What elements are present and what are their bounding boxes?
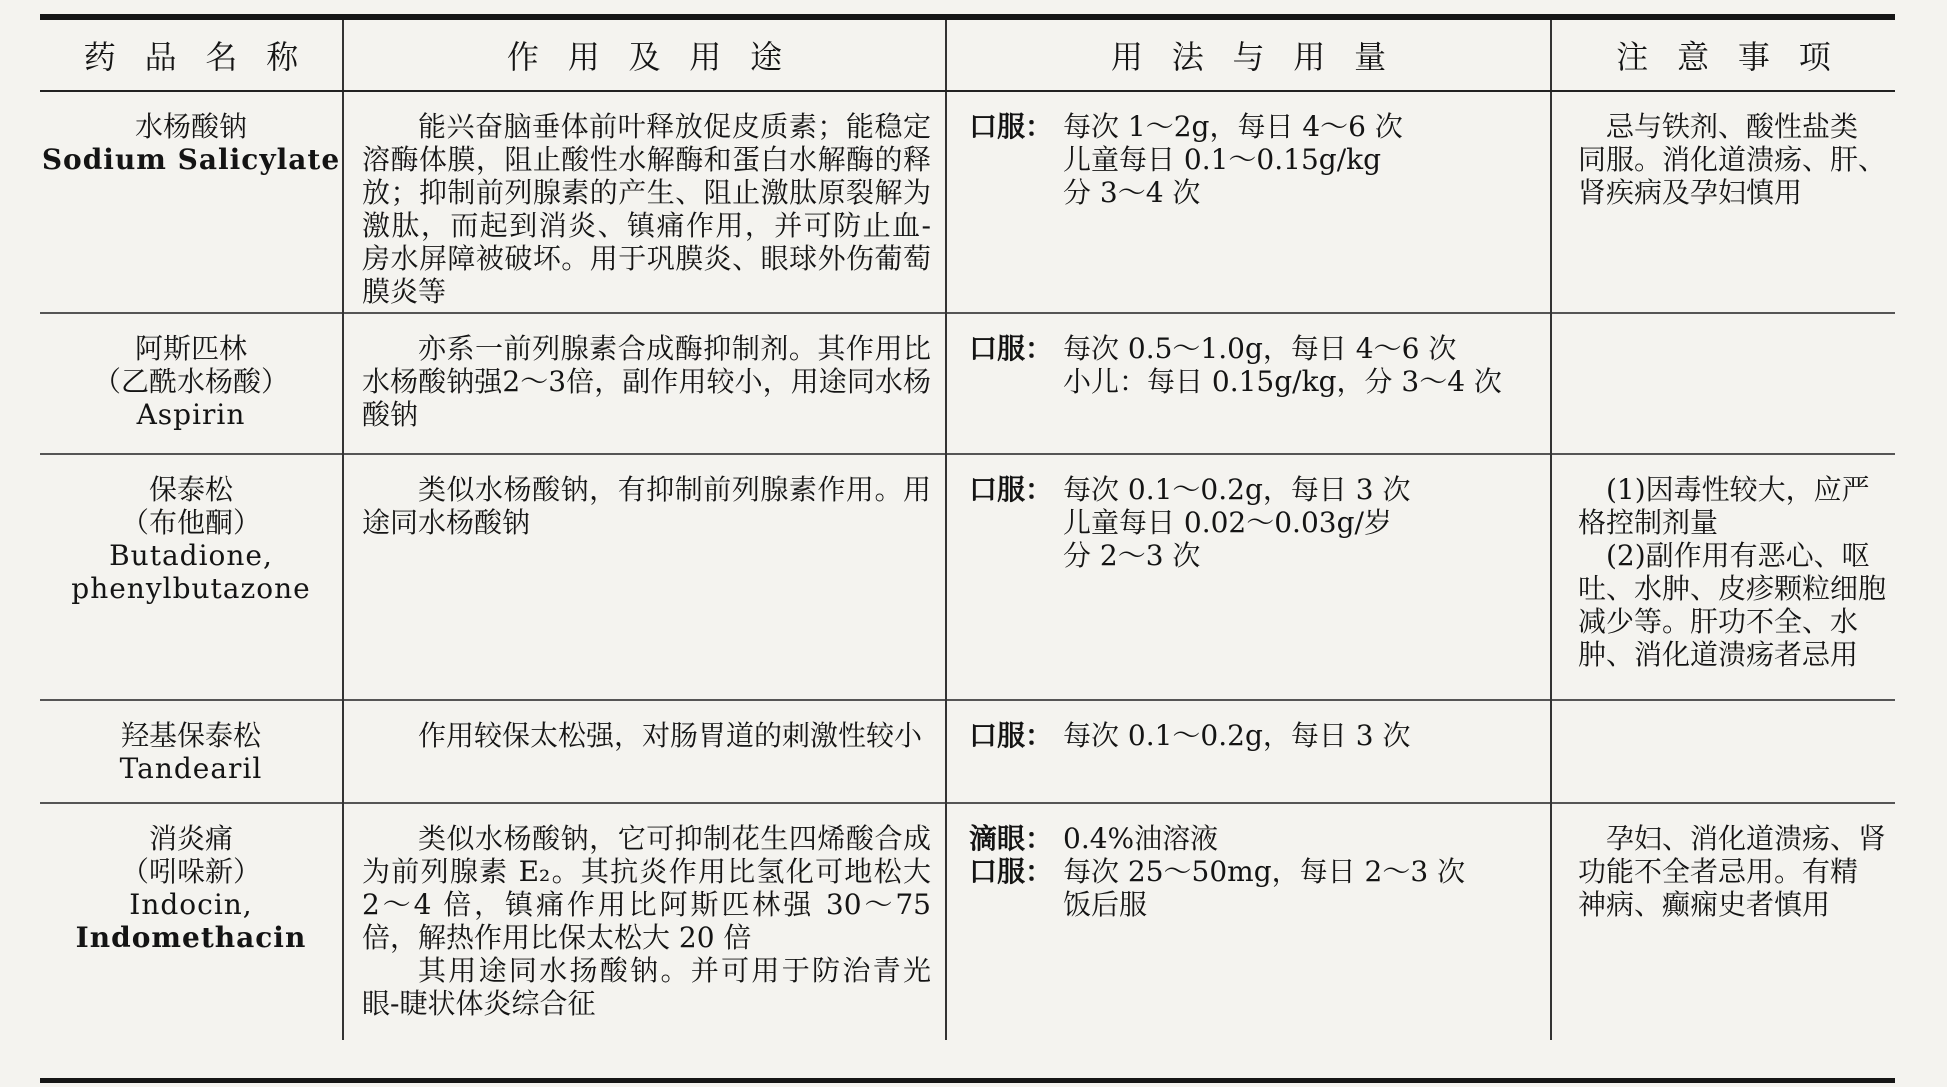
dosage-line: 每次 0.1～0.2g，每日 3 次 bbox=[1063, 719, 1411, 752]
precaution-line: 肾疾病及孕妇慎用 bbox=[1578, 176, 1803, 209]
table-row bbox=[40, 803, 1895, 1040]
use-text: 类似水杨酸钠，有抑制前列腺素作用。用途同水杨酸钠 bbox=[362, 473, 931, 539]
header-precautions: 注意事项 bbox=[1551, 20, 1895, 91]
drug-name-en-alt: Indomethacin bbox=[75, 921, 307, 954]
drug-name-cell bbox=[40, 454, 343, 700]
dosage-cell bbox=[946, 91, 1551, 313]
precaution-line: 吐、水肿、皮疹颗粒细胞 bbox=[1578, 572, 1887, 605]
precaution-line: 神病、癫痫史者慎用 bbox=[1578, 888, 1831, 921]
dosage-route: 口服： bbox=[969, 719, 1054, 752]
drug-name-alt: （乙酰水杨酸） bbox=[92, 365, 289, 398]
dosage-line: 饭后服 bbox=[1063, 888, 1148, 921]
precaution-line: 减少等。肝功不全、水 bbox=[1578, 605, 1859, 638]
dosage-line: 每次 1～2g，每日 4～6 次 bbox=[1063, 110, 1403, 143]
precaution-line: 格控制剂量 bbox=[1578, 506, 1719, 539]
dosage-cell bbox=[946, 803, 1551, 1040]
drug-name-cell bbox=[40, 700, 343, 803]
dosage-line: 0.4%油溶液 bbox=[1063, 822, 1219, 855]
header-dosage: 用法与用量 bbox=[946, 20, 1551, 91]
use-cell bbox=[343, 313, 946, 454]
drug-name-en: Butadione, bbox=[109, 539, 273, 572]
dosage-line: 每次 25～50mg，每日 2～3 次 bbox=[1063, 855, 1466, 888]
use-text: 其用途同水扬酸钠。并可用于防治青光眼-睫状体炎综合征 bbox=[362, 954, 931, 1020]
dosage-entry bbox=[969, 719, 1540, 752]
dosage-line: 小儿：每日 0.15g/kg，分 3～4 次 bbox=[1063, 365, 1502, 398]
dosage-entry bbox=[969, 332, 1540, 398]
use-text: 作用较保太松强，对肠胃道的刺激性较小 bbox=[418, 719, 923, 752]
precaution-line: 忌与铁剂、酸性盐类 bbox=[1606, 110, 1859, 143]
table-bottom-rule bbox=[40, 1078, 1895, 1083]
use-cell bbox=[343, 91, 946, 313]
drug-name-cn: 羟基保泰松 bbox=[120, 719, 261, 752]
precaution-line: 功能不全者忌用。有精 bbox=[1578, 855, 1859, 888]
use-cell bbox=[343, 700, 946, 803]
dosage-entry bbox=[969, 473, 1540, 572]
header-drug-name: 药品名称 bbox=[40, 20, 343, 91]
drug-name-cn: 水杨酸钠 bbox=[134, 110, 247, 143]
dosage-line: 儿童每日 0.1～0.15g/kg bbox=[1063, 143, 1382, 176]
dosage-line: 分 2～3 次 bbox=[1063, 539, 1201, 572]
drug-name-en: Aspirin bbox=[136, 398, 246, 431]
use-text: 类似水杨酸钠，它可抑制花生四烯酸合成为前列腺素 E₂。其抗炎作用比氢化可地松大 2～4 倍，镇痛作用比阿斯匹林强 30～75 倍，解热作用比保太松大 20 倍 bbox=[362, 822, 931, 954]
dosage-route: 滴眼： bbox=[969, 822, 1054, 855]
precaution-line: (1)因毒性较大，应严 bbox=[1606, 473, 1870, 506]
precautions-cell bbox=[1551, 313, 1895, 454]
table-row bbox=[40, 700, 1895, 803]
dosage-route: 口服： bbox=[969, 110, 1054, 143]
dosage-line: 每次 0.5～1.0g，每日 4～6 次 bbox=[1063, 332, 1457, 365]
drug-name-en: Indocin, bbox=[129, 888, 253, 921]
precaution-line: (2)副作用有恶心、呕 bbox=[1606, 539, 1870, 572]
dosage-entry bbox=[969, 110, 1540, 209]
dosage-line: 儿童每日 0.02～0.03g/岁 bbox=[1063, 506, 1392, 539]
precaution-line: 同服。消化道溃疡、肝、 bbox=[1578, 143, 1887, 176]
header-row bbox=[40, 20, 1895, 91]
precautions-cell bbox=[1551, 803, 1895, 1040]
drug-name-alt: （布他酮） bbox=[120, 506, 261, 539]
dosage-route: 口服： bbox=[969, 332, 1054, 365]
use-cell bbox=[343, 454, 946, 700]
drug-name-cell bbox=[40, 91, 343, 313]
dosage-line: 每次 0.1～0.2g，每日 3 次 bbox=[1063, 473, 1411, 506]
drug-name-en: Tandearil bbox=[119, 752, 263, 785]
drug-name-cell bbox=[40, 313, 343, 454]
drug-name-en-alt: phenylbutazone bbox=[71, 572, 311, 605]
dosage-route: 口服： bbox=[969, 855, 1054, 888]
header-action-use: 作用及用途 bbox=[343, 20, 946, 91]
table-row bbox=[40, 313, 1895, 454]
table-row bbox=[40, 91, 1895, 313]
precaution-line: 孕妇、消化道溃疡、肾 bbox=[1606, 822, 1887, 855]
drug-name-cn: 保泰松 bbox=[148, 473, 233, 506]
use-cell bbox=[343, 803, 946, 1040]
precautions-cell bbox=[1551, 454, 1895, 700]
dosage-entry bbox=[969, 855, 1540, 921]
precautions-cell bbox=[1551, 700, 1895, 803]
table-row bbox=[40, 454, 1895, 700]
precautions-cell bbox=[1551, 91, 1895, 313]
dosage-entry bbox=[969, 822, 1540, 855]
drug-name-cn: 阿斯匹林 bbox=[134, 332, 247, 365]
dosage-cell bbox=[946, 454, 1551, 700]
use-text: 亦系一前列腺素合成酶抑制剂。其作用比水杨酸钠强2～3倍，副作用较小，用途同水杨酸钠 bbox=[362, 332, 931, 431]
drug-table bbox=[40, 20, 1895, 1040]
dosage-cell bbox=[946, 700, 1551, 803]
drug-name-cn: 消炎痛 bbox=[148, 822, 233, 855]
use-text: 能兴奋脑垂体前叶释放促皮质素；能稳定溶酶体膜，阻止酸性水解酶和蛋白水解酶的释放；抑制前列腺素的产生、阻止激肽原裂解为激肽，而起到消炎、镇痛作用，并可防止血-房水屏障被破坏。用于巩膜炎、眼球外伤葡萄膜炎等 bbox=[362, 110, 931, 308]
dosage-cell bbox=[946, 313, 1551, 454]
drug-name-en: Sodium Salicylate bbox=[41, 143, 341, 176]
dosage-route: 口服： bbox=[969, 473, 1054, 506]
dosage-line: 分 3～4 次 bbox=[1063, 176, 1201, 209]
drug-name-alt: （吲哚新） bbox=[120, 855, 261, 888]
drug-name-cell bbox=[40, 803, 343, 1040]
precaution-line: 肿、消化道溃疡者忌用 bbox=[1578, 638, 1859, 671]
